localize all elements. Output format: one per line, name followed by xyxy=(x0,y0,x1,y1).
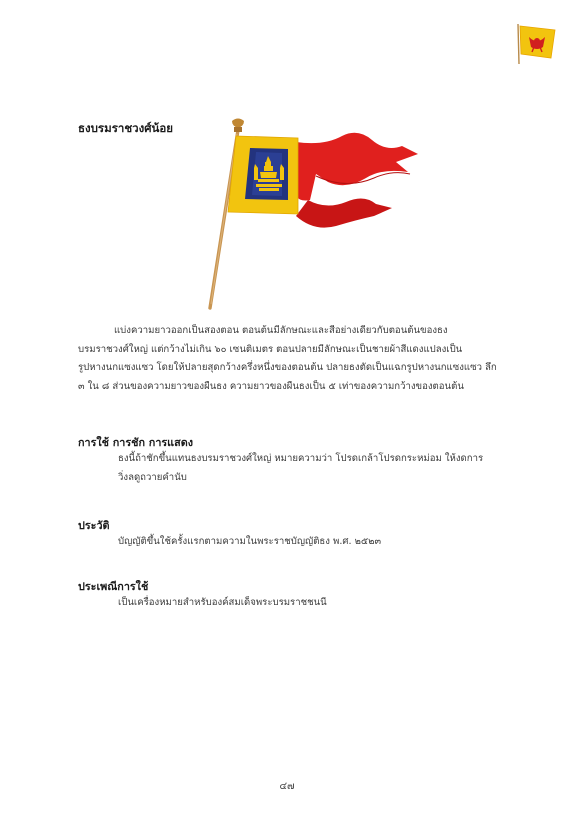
usage-paragraph xyxy=(118,450,483,487)
corner-royal-flag-icon xyxy=(515,20,557,66)
description-line: แบ่งความยาวออกเป็นสองตอน ตอนต้นมีลักษณะและสีอย่างเดียวกับตอนต้นของธง xyxy=(114,325,448,336)
usage-heading: การใช้ การชัก การแสดง xyxy=(78,436,194,449)
usage-line: วิ่งลดูถวายคำนับ xyxy=(118,471,187,483)
page-number: ๔๗ xyxy=(279,781,295,792)
custom-paragraph xyxy=(118,594,327,613)
description-paragraph xyxy=(78,322,497,396)
custom-line: เป็นเครื่องหมายสำหรับองค์สมเด็จพระบรมราชชนนี xyxy=(118,597,327,608)
description-line: บรมราชวงศ์ใหญ่ แต่กว้างไม่เกิน ๖๐ เซนติเมตร ตอนปลายมีลักษณะเป็นชายผ้าสีแดงแปลงเป็น xyxy=(78,343,463,355)
usage-line: ธงนี้ถ้าชักขึ้นแทนธงบรมราชวงศ์ใหญ่ หมายความว่า โปรดเกล้าโปรดกระหม่อม ให้งดการ xyxy=(118,453,484,464)
royal-flag-illustration xyxy=(196,116,424,312)
description-line: ๓ ใน ๘ ส่วนของความยาวของผืนธง ความยาวของผืนธงเป็น ๕ เท่าของความกว้างของตอนต้น xyxy=(78,380,464,392)
history-paragraph xyxy=(118,533,381,552)
custom-heading: ประเพณีการใช้ xyxy=(78,580,149,593)
page-title: ธงบรมราชวงศ์น้อย xyxy=(78,121,174,135)
history-heading: ประวัติ xyxy=(78,519,110,532)
history-line: บัญญัติขึ้นใช้ครั้งแรกตามความในพระราชบัญญัติธง พ.ศ. ๒๕๒๓ xyxy=(118,536,382,547)
description-line: รูปหางนกแซงแซว โดยให้ปลายสุดกว้างครึ่งหนึ่งของตอนต้น ปลายธงตัดเป็นแฉกรูปหางนกแซงแซว ลึก xyxy=(78,362,497,374)
